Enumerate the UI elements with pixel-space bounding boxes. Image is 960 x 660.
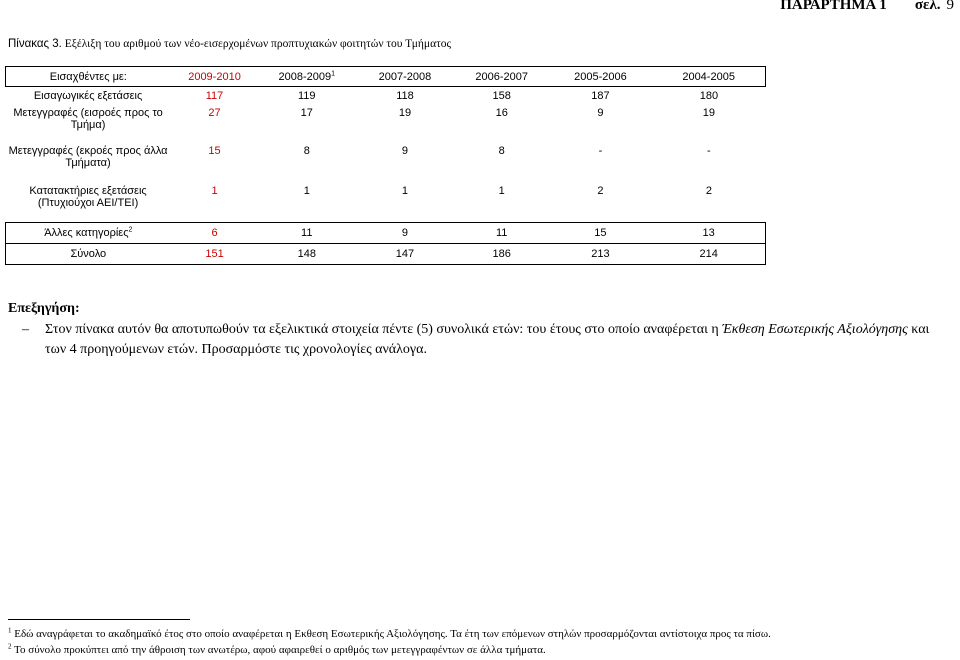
year-header: 2004-2005 xyxy=(652,67,765,87)
table-cell: 148 xyxy=(258,244,355,265)
row-label: Σύνολο xyxy=(6,244,171,265)
table-cell: 158 xyxy=(492,90,511,102)
table-cell: 11 xyxy=(258,223,355,244)
year-header: 2009-2010 xyxy=(188,70,241,83)
table-cell: 13 xyxy=(652,223,765,244)
table-total-row xyxy=(6,244,766,265)
table-cell: 19 xyxy=(398,107,412,119)
row-label: Κατατακτήριες εξετάσεις (Πτυχιούχοι ΑΕΙ/ΤΕΙ) xyxy=(29,185,147,209)
table-cell: 17 xyxy=(300,107,313,119)
table-cell: 147 xyxy=(355,244,455,265)
students-table xyxy=(5,66,766,265)
page-header xyxy=(780,0,954,14)
table-row xyxy=(6,105,766,143)
footnote: $^2$ Το σύνολο προκύπτει από την άθροιση των ανωτέρω, αφού αφαιρεθεί ο αριθμός των μετεγγραφέντων σε άλλα τμήματα. xyxy=(8,642,546,656)
table-cell: 19 xyxy=(702,107,716,119)
table-cell: 9 xyxy=(597,107,604,119)
table-cell: 11 xyxy=(455,223,549,244)
row-label: Άλλες κατηγορίες$^2$ xyxy=(6,223,171,244)
caption-lead: Πίνακας 3. xyxy=(8,38,62,50)
report-title: Έκθεση Εσωτερικής Αξιολόγησης xyxy=(722,322,908,337)
table-cell: 2 xyxy=(705,185,712,197)
year-header: 2007-2008 xyxy=(378,70,432,83)
table-cell: 1 xyxy=(498,185,505,197)
table-cell: 151 xyxy=(171,244,259,265)
table-cell: 1 xyxy=(401,185,409,197)
footnote: $^1$ Εδώ αναγράφεται το ακαδημαϊκό έτος στο οποίο αναφέρεται η Εκθεση Εσωτερικής Αξιολόγησης. Τα έτη των επόμενων στηλών προσαρμόζονται αντίστοιχα προς τα πίσω. xyxy=(8,626,771,640)
explanation-body: Στον πίνακα αυτόν θα αποτυπωθούν τα εξελικτικά στοιχεία πέντε (5) συνολικά ετών: του έτους στο οποίο αναφέρεται η Έκθεση Εσωτερικής Αξιολόγησης και των 4 προηγούμενων ετών. Προσαρμόστε τις χρονολογίες ανάλογα. xyxy=(45,322,930,357)
footnote-separator xyxy=(8,619,190,620)
page-number: 9 xyxy=(946,0,954,13)
table-cell: 15 xyxy=(208,145,221,157)
table-cell: 6 xyxy=(171,223,259,244)
table-cell: 118 xyxy=(396,90,414,102)
year-header: 2008-2009$^1$ xyxy=(278,69,336,83)
table-cell: 186 xyxy=(455,244,549,265)
row-label: Εισαγωγικές εξετάσεις xyxy=(33,90,143,102)
table-cell: 117 xyxy=(205,90,224,102)
table-caption xyxy=(8,38,451,50)
year-header: 2005-2006 xyxy=(574,70,627,83)
table-cell: 213 xyxy=(549,244,653,265)
page-label: σελ. xyxy=(914,0,941,13)
footnote-mark: 1 xyxy=(8,626,12,635)
table-cell: 119 xyxy=(297,90,316,102)
footnote-ref: 2 xyxy=(128,226,133,234)
footnote-mark: 2 xyxy=(8,642,12,651)
table-cell: 187 xyxy=(591,90,610,102)
table-cell: 1 xyxy=(303,185,310,197)
table-cell: 9 xyxy=(355,223,455,244)
table-row xyxy=(6,181,766,223)
bullet-dash: – xyxy=(22,322,29,337)
table-cell: 214 xyxy=(652,244,765,265)
table-cell: 9 xyxy=(401,145,409,157)
row-label: Μετεγγραφές (εκροές προς άλλα Τμήματα) xyxy=(8,145,168,169)
table-cell: 16 xyxy=(495,107,508,119)
table-cell: 180 xyxy=(699,90,719,102)
table-cell: - xyxy=(598,145,603,157)
caption-title: Εξέλιξη του αριθμού των νέο-εισερχομένων προπτυχιακών φοιτητών του Τμήματος xyxy=(61,38,452,50)
table-header-row xyxy=(6,67,766,87)
table-cell: - xyxy=(707,145,711,157)
explanation-heading: Επεξηγήση: xyxy=(8,301,80,316)
table-cell: 27 xyxy=(208,107,221,119)
table-cell: 1 xyxy=(211,185,218,197)
table-row xyxy=(6,143,766,181)
table-cell: 8 xyxy=(498,145,505,157)
table-cell: 2 xyxy=(597,185,604,197)
table-cell: 8 xyxy=(303,145,310,157)
year-header: 2006-2007 xyxy=(475,70,529,83)
table-cell: 15 xyxy=(549,223,653,244)
footnote-ref: 1 xyxy=(331,69,336,77)
table-row xyxy=(6,87,766,106)
table-row xyxy=(6,223,766,244)
corner-label: Εισαχθέντες με: xyxy=(6,67,171,87)
row-label: Μετεγγραφές (εισροές προς το Τμήμα) xyxy=(13,107,163,131)
appendix-label: ΠΑΡΑΡΤΗΜΑ 1 xyxy=(780,0,887,13)
explanation-text xyxy=(8,320,948,360)
